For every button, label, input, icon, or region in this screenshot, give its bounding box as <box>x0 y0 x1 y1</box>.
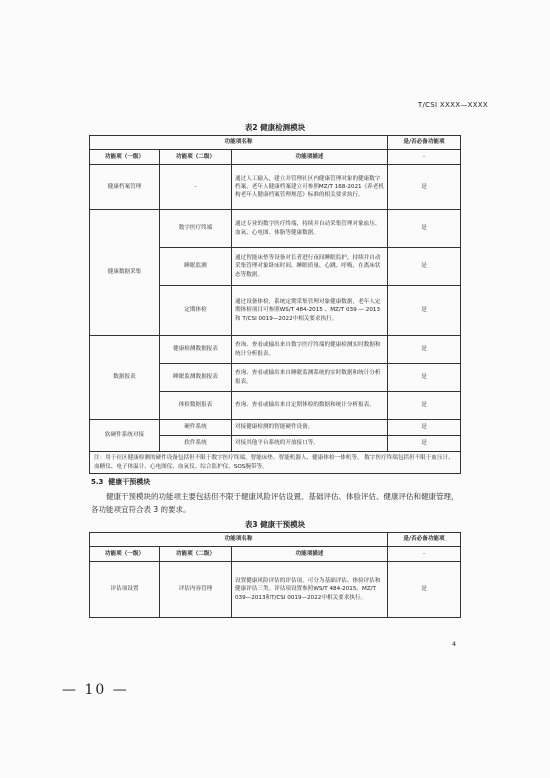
table-cell: 查询、查看或输出来自数字医疗终端的健康检测实时数据和统计分析报表。 <box>232 336 388 364</box>
table2-caption: 表2 健康检测模块 <box>244 123 306 132</box>
table-cell: 是 <box>388 286 461 336</box>
table-cell: 通过设备体检，系统定期采集管理对象健康数据，老年人定期体检项目可参照WS/T 484-2015 、MZ/T 039 — 2013 和 T/CSI 0019—2022中相关要求执行。 <box>232 286 388 336</box>
folio: — 10 — <box>62 682 129 698</box>
table-cell: 软件系统 <box>160 436 232 452</box>
table-cell: 是 <box>388 210 461 248</box>
table-cell: 评估项设置 <box>90 562 160 618</box>
table-cell: 硬件系统 <box>160 420 232 436</box>
table2-col-level1: 功能项（一级） <box>90 150 160 165</box>
table-cell: 软硬件系统对接 <box>90 420 160 452</box>
table-cell: 健康档案管理 <box>90 165 160 210</box>
table-cell: 数字医疗终端 <box>160 210 232 248</box>
table-cell: 健康检测数据报表 <box>160 336 232 364</box>
table2-col-required: - <box>388 150 461 165</box>
table2 <box>89 135 461 474</box>
table2-col-desc: 功能项描述 <box>232 150 388 165</box>
table-cell: 是 <box>388 248 461 286</box>
table-row <box>90 420 461 436</box>
table-cell: 睡眠监测数据报表 <box>160 364 232 392</box>
table-cell: 是 <box>388 165 461 210</box>
table-cell: 是 <box>388 392 461 420</box>
table2-note: 注：用于社区健康检测的硬件设备包括但不限于数字医疗终端、智能床垫、智能机器人、健康体检一体机等。 数字医疗终端包括但不限于血压计、血糖仪、电子体温计、心电图仪、血氧仪、综合监护仪、SOS腕带等。 <box>90 452 461 474</box>
table-cell: 通过智能床垫等设备对长者进行夜间睡眠监护，持续并自动采集管理对象卧床时间、睡眠质量、心跳、呼吸，在离床状态等数据。 <box>232 248 388 286</box>
table-cell: 是 <box>388 364 461 392</box>
table-cell: 定期体检 <box>160 286 232 336</box>
document-number: T/CSI XXXX—XXXX <box>417 101 488 109</box>
table-cell: 查询、查看或输出来自睡眠监测系统的实时数据和统计分析报表。 <box>232 364 388 392</box>
table-cell: 查询、查看或输出来自定期体检的数据和统计分析报表。 <box>232 392 388 420</box>
table2-header-required: 是/否必备功能项 <box>388 136 461 150</box>
table-cell: 是 <box>388 436 461 452</box>
table3-col-desc: 功能项描述 <box>232 547 388 562</box>
table-row <box>90 562 461 618</box>
table2-col-level2: 功能项（二级） <box>160 150 232 165</box>
table3-col-required: - <box>388 547 461 562</box>
table-cell: 健康数据采集 <box>90 210 160 336</box>
table-row <box>90 336 461 364</box>
page-number: 4 <box>452 640 457 648</box>
section-paragraph: 健康干预模块的功能项主要包括但不限于健康风险评估设置、基础评估、体验评估、健康评估和健康管理，各功能项宜符合表 3 的要求。 <box>91 492 459 515</box>
table-cell: 数据报表 <box>90 336 160 420</box>
table-cell: 评估内容管理 <box>160 562 232 618</box>
section-number: 5.3 <box>91 478 104 486</box>
table2-header-func-name: 功能项名称 <box>90 136 388 150</box>
table3-caption: 表3 健康干预模块 <box>244 520 306 529</box>
table-cell: 设置健康风险评估的评估项，可分为基础评估、体验评估和健康评估三类。评估项设置参照WS/T 484-2015、MZ/T 039—2013和T/CSI 0019—2022中相关要求执行。 <box>232 562 388 618</box>
table-cell: 对接其他平台系统的开放接口等。 <box>232 436 388 452</box>
table-row <box>90 210 461 248</box>
table-cell: 对接健康检测的智能硬件设备。 <box>232 420 388 436</box>
table-cell: 睡眠监测 <box>160 248 232 286</box>
table-cell: 体检数据报表 <box>160 392 232 420</box>
table3-col-level2: 功能项（二级） <box>160 547 232 562</box>
section-heading <box>91 477 150 487</box>
table-cell: 是 <box>388 420 461 436</box>
table-cell: 通过专业的数字医疗终端，持续并自动采集管理对象血压、血氧、心电图、体脂等健康数据。 <box>232 210 388 248</box>
table-row <box>90 165 461 210</box>
table3-header-func-name: 功能项名称 <box>90 533 388 547</box>
table-cell: 是 <box>388 336 461 364</box>
section-title: 健康干预模块 <box>108 478 151 486</box>
table3 <box>89 532 461 618</box>
table-cell: 通过人工输入，建立并管理社区内健康管理对象的健康数字档案，老年人健康档案建立可参照MZ/T 168-2021《养老机构老年人健康档案管理规范》标准的相关要求执行。 <box>232 165 388 210</box>
table-cell: - <box>160 165 232 210</box>
table-cell: 是 <box>388 562 461 618</box>
table3-col-level1: 功能项（一级） <box>90 547 160 562</box>
table3-header-required: 是/否必备功能项 <box>388 533 461 547</box>
